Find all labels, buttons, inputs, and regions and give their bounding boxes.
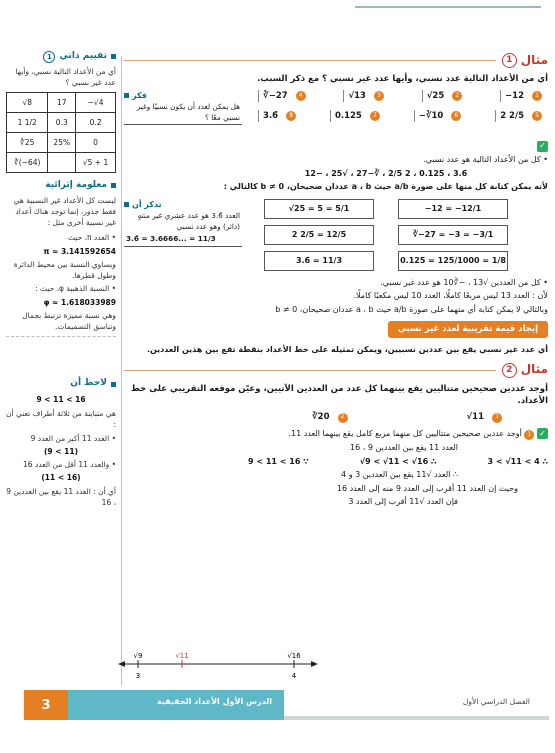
inequality: 3 < √11 < 4 ∴: [487, 456, 548, 466]
tick-label: 4: [291, 672, 297, 678]
choice-item: 4 ∛−27: [258, 90, 306, 102]
self-eval-title: تقييم ذاتي 1: [6, 50, 116, 64]
note-bullet-1-value: (9 < 11): [43, 446, 79, 456]
choices-row-2: [258, 110, 548, 122]
solution-line: العدد 11 يقع بين العددين 9 ، 16: [350, 443, 458, 453]
self-eval-text: أي من الأعداد التالية نسبي، وأيها عدد غير نسبي ؟: [15, 66, 116, 87]
example-1-choices: [124, 90, 548, 123]
arrow-left-icon: [118, 661, 125, 667]
chapter-title: الفصل الدراسي الأول: [462, 697, 530, 706]
sidebar: [6, 50, 116, 690]
item-number: 1: [524, 430, 534, 440]
info-text: ليست كل الأعداد غير النسبية هي فقط جذور، إنما توجد هناك أعداد غير نسبية أخرى مثل :: [13, 195, 116, 227]
equation-box: ∛−27 = −3 = −3/1: [398, 225, 508, 245]
main-content: [124, 52, 548, 692]
grid-cell: ∛25: [7, 133, 48, 153]
grid-cell: 17: [48, 93, 76, 113]
solution-line: أوجد عددين صحيحين متتاليين كل منهما مربع كامل يقع بينهما العدد 11.: [288, 428, 522, 438]
note-bullet-3: أي أن : العدد 11 يقع بين العددين 9 ، 16: [6, 486, 116, 507]
phi-value: φ ≈ 1.618033989: [43, 297, 116, 307]
section-banner: إيجاد قيمة تقريبية لعدد غير نسبي: [388, 321, 548, 337]
grid-cell: −√4: [76, 93, 116, 113]
self-eval-grid: [6, 92, 116, 173]
number-line: [118, 652, 318, 678]
banner-text: أي عدد غير نسبي يقع بين عددين نسبيين، ويمكن تمثيله على خط الأعداد بنقطة تقع بين هذين العددين.: [146, 344, 548, 354]
grid-cell: [48, 153, 76, 173]
think-text: هل يمكن لعدد أن يكون نسبيًا وغير نسبي معًا ؟: [124, 101, 242, 125]
example-2-solution: [124, 428, 548, 508]
grid-cell: ∛(−64): [7, 153, 48, 173]
self-eval-number: 1: [43, 51, 55, 63]
grid-cell: √5 + 1: [76, 153, 116, 173]
example-1-header: [124, 52, 548, 69]
grid-cell: 1 1/2: [7, 113, 48, 133]
solution-line: فإن العدد √11 أقرب إلى العدد 3: [348, 497, 458, 507]
rational-list: 3.6̄ ، 0.125 ، 2 2/5 ، ∛−27 ، √25 ، −12: [304, 168, 468, 178]
remember-box: [124, 199, 242, 247]
example-2-question: أوجد عددين صحيحين متتاليين يقع بينهما كل عدد من العددين الآتيين، وعيّن موقعه التقريبي على خط الأعداد.: [131, 383, 548, 407]
pi-label: • العدد π، حيث: [67, 233, 116, 243]
phi-text: وهي نسبة مميزة ترتبط بجمال وتناسق التصميمات.: [22, 310, 116, 331]
note-inequality: 9 < 11 < 16: [36, 394, 86, 404]
equations-area: [124, 199, 548, 271]
inequality: 9 < 11 < 16 ∵: [248, 456, 309, 466]
choice-item: 2 √25: [422, 90, 463, 102]
example-2-badge: مثال 2: [502, 361, 548, 378]
tick-label: √16: [287, 652, 301, 660]
choice-item: 8 3.6̄: [258, 110, 296, 122]
grid-cell: √8: [7, 93, 48, 113]
pi-text: ويساوي النسبة بين محيط الدائرة وطول قطرها.: [13, 259, 116, 280]
phi-label: • النسبة الذهبية φ، حيث :: [35, 284, 116, 294]
grid-cell: 0.2̄: [76, 113, 116, 133]
note-bullet-2: • والعدد 11 أقل من العدد 16: [22, 460, 116, 469]
solution-line: ∴ العدد √11 يقع بين العددين 3 و 4: [341, 470, 458, 480]
example-2-items: [308, 411, 508, 423]
inequalities-row: [248, 456, 548, 468]
lesson-title: الدرس الأول الأعداد الحقيقية: [156, 697, 272, 706]
note-bullet-2-value: (11 < 16): [41, 473, 81, 483]
tick-label: √11: [175, 652, 189, 660]
header-rule: [124, 370, 496, 371]
square-bullet-icon: [124, 202, 129, 207]
example-1-question: أي من الأعداد التالية عدد نسبي، وأيها عدد غير نسبي ؟ مع ذكر السبب.: [257, 74, 548, 85]
page-number: 3: [24, 690, 68, 720]
page-footer: [0, 690, 555, 726]
solution-line: لأنه يمكن كتابة كل منها على صورة a/b حيث a ، b عددان صحيحان، b ≠ 0 كالتالي :: [223, 182, 548, 192]
note-title: لاحظ أن: [6, 377, 116, 391]
choice-item: 3 √13: [343, 90, 384, 102]
solution-line: • كل من الأعداد التالية هو عدد نسبي.: [423, 154, 548, 164]
tick-label: 3: [135, 672, 141, 678]
footer-gray-bar: [284, 716, 549, 720]
solution-line: وحيث إن العدد 11 أقرب إلى العدد 9 منه إلى العدد 16: [336, 483, 518, 493]
choice-item: 6 −∛10: [414, 110, 462, 122]
column-divider: [121, 56, 122, 686]
check-icon: ✓: [537, 141, 548, 152]
equation-box: √25 = 5 = 5/1: [264, 199, 374, 219]
remember-title: تذكر أن: [124, 199, 242, 211]
remember-equation: 3.6̄ = 3.6666... = 11/3: [124, 233, 242, 247]
remember-text: العدد 3.6̄ هو عدد عشري غير منتهٍ (دائر) وهو عدد نسبي: [137, 211, 240, 231]
solution-line: لأن : العدد 13 ليس مربعًا كاملًا، العدد 10 ليس مكعبًا كاملًا.: [353, 291, 548, 301]
inequality: √9 < √11 < √16 ∴: [359, 456, 437, 466]
example-1-badge: مثال 1: [502, 52, 548, 69]
tick-label: √9: [133, 652, 143, 660]
think-box: [124, 90, 242, 126]
arrow-right-icon: [311, 661, 318, 667]
check-icon: ✓: [537, 428, 548, 439]
choice-item: 5 2 2/5: [495, 110, 542, 122]
solution-line: وبالتالي لا يمكن كتابة أي منهما على صورة a/b حيث a ، b عددان صحيحان، b ≠ 0: [275, 304, 548, 314]
divider: [6, 336, 116, 337]
header-rule: [124, 60, 496, 61]
note-text: هي متباينة من ثلاثة أطراف تعني أن :: [6, 409, 116, 430]
frame-top-line: [355, 6, 541, 8]
example-2-header: [124, 361, 548, 378]
square-bullet-icon: [111, 382, 116, 387]
square-bullet-icon: [111, 183, 116, 188]
square-bullet-icon: [124, 93, 129, 98]
example-1-number: 1: [502, 53, 517, 68]
example-2-number: 2: [502, 363, 517, 378]
example-1-solution: [124, 140, 548, 355]
choice-item: 1 √11: [463, 411, 503, 423]
solution-line: • كل من العددين √13 ، −∛10 هو عدد غير نسبي.: [380, 277, 548, 287]
square-bullet-icon: [111, 54, 116, 59]
choice-item: 2 ∛20: [308, 411, 348, 423]
grid-cell: 25%: [48, 133, 76, 153]
pi-value: π ≈ 3.141592654: [43, 246, 116, 256]
equation-box: 2 2/5 = 12/5: [264, 225, 374, 245]
note-bullet-1: • العدد 11 أكبر من العدد 9: [30, 433, 116, 443]
info-title: معلومة إثرائية: [6, 179, 116, 193]
think-title: فكر: [124, 90, 242, 102]
equation-box: 3.6̄ = 11/3: [264, 251, 374, 271]
choice-item: 1 −12: [500, 90, 542, 102]
equation-box: −12 = −12/1: [398, 199, 508, 219]
choice-item: 7 0.125: [330, 110, 380, 122]
choices-row-1: [258, 90, 548, 102]
equation-box: 0.125 = 125/1000 = 1/8: [398, 251, 508, 271]
grid-cell: 0: [76, 133, 116, 153]
grid-cell: 0.3: [48, 113, 76, 133]
